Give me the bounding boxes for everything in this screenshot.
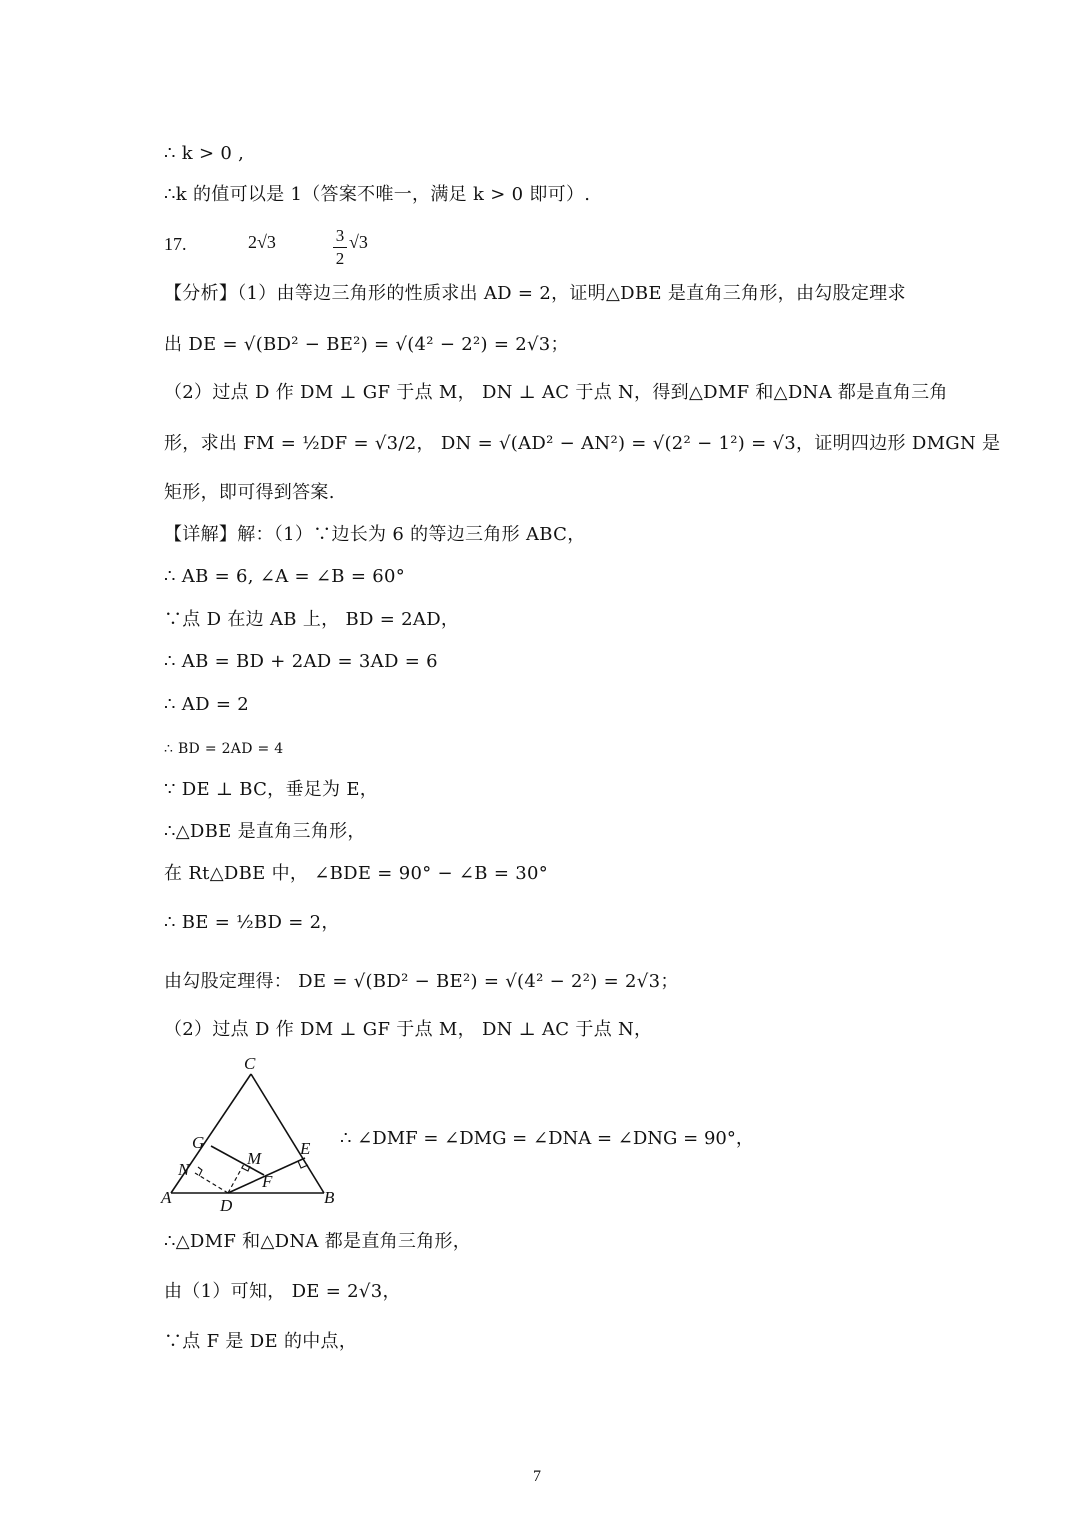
text-line: 矩形，即可得到答案. [164, 482, 335, 503]
label-f: F [262, 1172, 273, 1191]
problem-number: 17. [164, 234, 187, 254]
text-line: ∴△DBE 是直角三角形， [164, 821, 366, 842]
label-g: G [192, 1133, 205, 1152]
text-line: ∴ k > 0 , [164, 143, 245, 164]
right-angle-n [198, 1167, 202, 1176]
answer-first: 2√3 [248, 232, 276, 252]
segment-dn [195, 1173, 228, 1193]
text-line: （2）过点 D 作 DM ⊥ GF 于点 M， DN ⊥ AC 于点 N， [164, 1019, 653, 1040]
text-line: 出 DE = √(BD² − BE²) = √(4² − 2²) = 2√3； [164, 334, 569, 355]
triangle-figure [156, 1050, 346, 1220]
text-line: 【分析】（1）由等边三角形的性质求出 AD = 2，证明△DBE 是直角三角形，由勾股定理求 [164, 283, 906, 304]
text-line: 在 Rt△DBE 中， ∠BDE = 90° − ∠B = 30° [164, 863, 549, 884]
label-c: C [244, 1054, 256, 1073]
text-line: ∴ BE = ½BD = 2， [164, 912, 340, 933]
text-line: （2）过点 D 作 DM ⊥ GF 于点 M， DN ⊥ AC 于点 N，得到△DMF 和△DNA 都是直角三角 [164, 382, 948, 403]
text-line: ∴ AD = 2 [164, 694, 249, 715]
answer-second-fraction [333, 226, 347, 269]
text-line: ∴ BD = 2AD = 4 [164, 741, 284, 757]
text-line: ∵ DE ⊥ BC，垂足为 E， [164, 779, 379, 800]
text-line: ∴△DMF 和△DNA 都是直角三角形， [164, 1231, 472, 1252]
text-line: 【详解】解：（1）∵边长为 6 的等边三角形 ABC， [164, 524, 586, 545]
text-line: ∵点 D 在边 AB 上， BD = 2AD， [164, 609, 460, 630]
text-line: 由（1）可知， DE = 2√3， [164, 1281, 401, 1302]
text-line: 由勾股定理得： DE = √(BD² − BE²) = √(4² − 2²) = 2√3； [164, 971, 679, 992]
label-a: A [161, 1188, 172, 1207]
page-number: 7 [533, 1468, 541, 1485]
text-line: ∴ AB = 6, ∠A = ∠B = 60° [164, 566, 406, 587]
text-line: ∴ AB = BD + 2AD = 3AD = 6 [164, 651, 438, 672]
fraction-numerator: 3 [335, 226, 345, 245]
fraction-denominator: 2 [335, 249, 345, 268]
text-line: ∵点 F 是 DE 的中点， [164, 1331, 358, 1352]
text-line: ∴k 的值可以是 1（答案不唯一，满足 k > 0 即可）. [164, 184, 591, 205]
angle-equation: ∴ ∠DMF = ∠DMG = ∠DNA = ∠DNG = 90°， [340, 1128, 754, 1149]
text-line: 形，求出 FM = ½DF = √3/2， DN = √(AD² − AN²) = √(2² − 1²) = √3，证明四边形 DMGN 是 [164, 433, 1001, 454]
label-m: M [247, 1149, 262, 1168]
fraction-bar [333, 247, 347, 248]
label-e: E [300, 1139, 311, 1158]
label-d: D [220, 1196, 233, 1215]
answer-second-radical: √3 [349, 232, 368, 252]
label-n: N [178, 1160, 190, 1179]
label-b: B [324, 1188, 335, 1207]
